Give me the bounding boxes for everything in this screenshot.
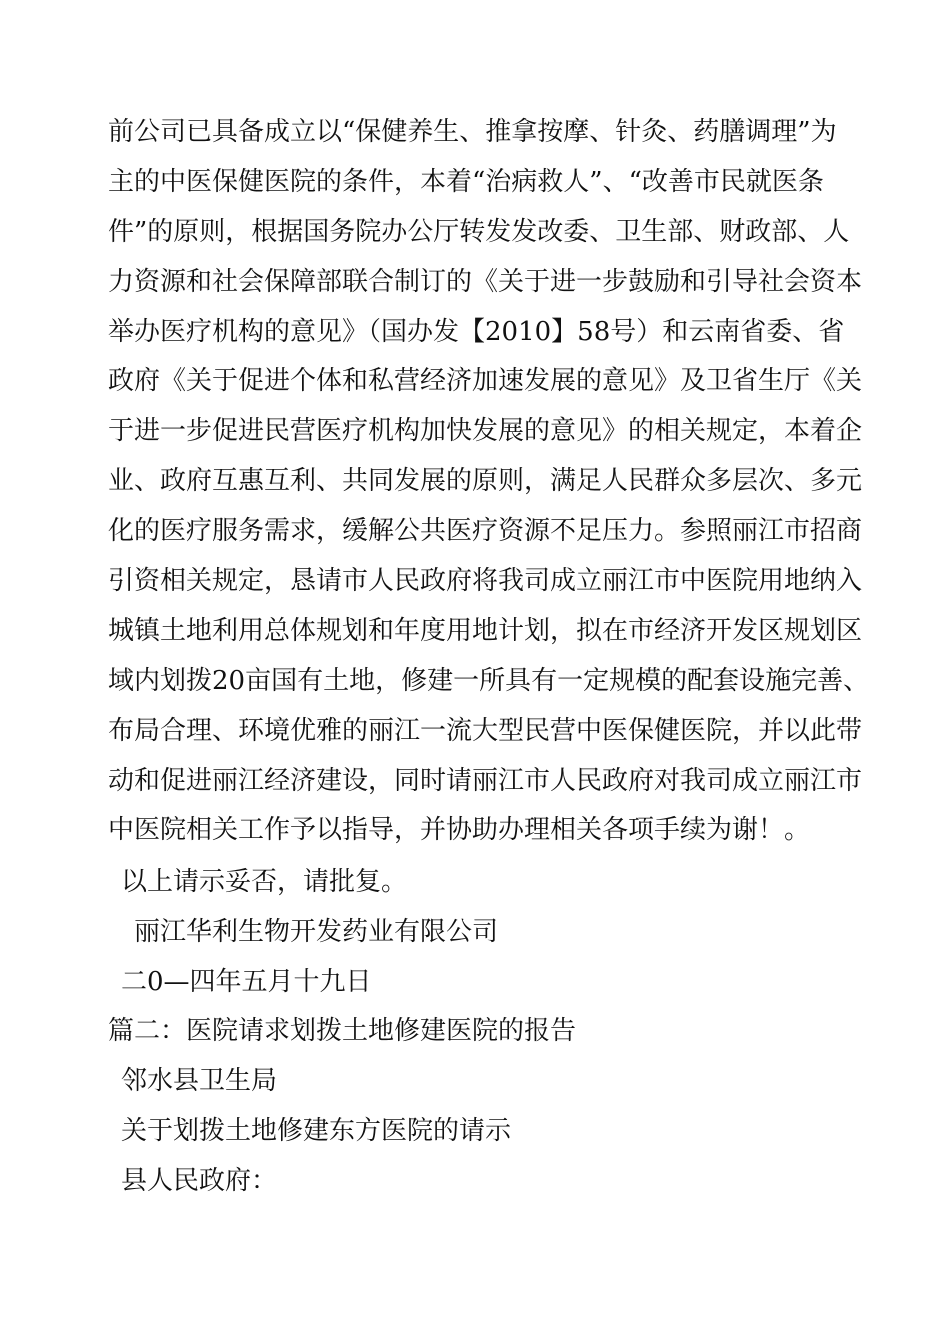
text-line: 域内划拨20亩国有土地，修建一所具有一定规模的配套设施完善、	[108, 665, 870, 696]
addressee: 县人民政府：	[121, 1165, 278, 1196]
issuer-name: 邻水县卫生局	[121, 1066, 278, 1097]
text-line: 政府《关于促进个体和私营经济加速发展的意见》及卫省生厅《关	[108, 366, 863, 397]
text-line: 业、政府互惠互利、共同发展的原则，满足人民群众多层次、多元	[108, 466, 863, 497]
text-line: 于进一步促进民营医疗机构加快发展的意见》的相关规定，本着企	[108, 416, 863, 447]
text-line: 件”的原则，根据国务院办公厅转发发改委、卫生部、财政部、人	[108, 216, 850, 247]
text-line: 动和促进丽江经济建设，同时请丽江市人民政府对我司成立丽江市	[108, 765, 863, 796]
request-subject: 关于划拨土地修建东方医院的请示	[121, 1115, 512, 1146]
text-line: 中医院相关工作予以指导，并协助办理相关各项手续为谢！。	[108, 815, 811, 846]
section-heading: 篇二：医院请求划拨土地修建医院的报告	[108, 1016, 577, 1047]
text-line: 化的医疗服务需求，缓解公共医疗资源不足压力。参照丽江市招商	[108, 516, 863, 547]
text-line: 布局合理、环境优雅的丽江一流大型民营中医保健医院，并以此带	[108, 715, 863, 746]
closing-line: 以上请示妥否，请批复。	[121, 867, 408, 897]
text-line: 城镇土地利用总体规划和年度用地计划，拟在市经济开发区规划区	[108, 615, 863, 646]
company-signature: 丽江华利生物开发药业有限公司	[134, 916, 499, 947]
text-line: 力资源和社会保障部联合制订的《关于进一步鼓励和引导社会资本	[108, 266, 863, 297]
text-line: 主的中医保健医院的条件，本着“治病救人”、“改善市民就医条	[108, 166, 824, 197]
text-line: 举办医疗机构的意见》（国办发【2010】58号）和云南省委、省	[108, 316, 845, 347]
document-date: 二0—四年五月十九日	[121, 966, 372, 997]
text-line: 前公司已具备成立以“保健养生、推拿按摩、针灸、药膳调理”为	[108, 117, 837, 147]
body-paragraph	[108, 108, 868, 856]
closing-block	[108, 858, 868, 1207]
text-line: 引资相关规定，恳请市人民政府将我司成立丽江市中医院用地纳入	[108, 566, 863, 597]
